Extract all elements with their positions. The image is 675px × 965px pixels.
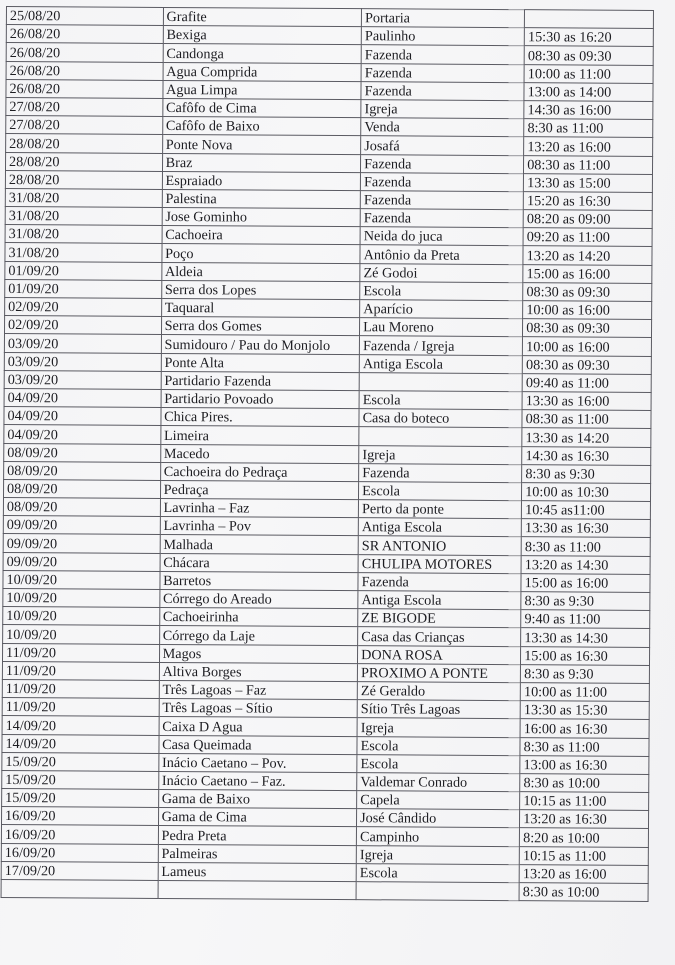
date-cell: 11/09/20: [2, 643, 159, 662]
location-cell: Josafá: [361, 136, 524, 155]
time-cell: 08:30 as 09:30: [523, 319, 652, 338]
date-cell: [1, 879, 158, 898]
time-cell: 15:00 as 16:00: [521, 573, 650, 592]
place-cell: Cafôfo de Baixo: [162, 117, 361, 136]
place-cell: Partidario Povoado: [161, 389, 360, 408]
location-cell: Casa das Crianças: [358, 627, 521, 646]
date-cell: 26/08/20: [6, 79, 163, 98]
location-cell: DONA ROSA: [358, 645, 521, 664]
date-cell: 09/09/20: [3, 552, 160, 571]
location-cell: Fazenda: [359, 463, 522, 482]
schedule-table: [1, 6, 654, 902]
location-cell: Fazenda: [361, 172, 524, 191]
location-cell: Capela: [357, 791, 520, 810]
date-cell: 08/09/20: [4, 443, 161, 462]
date-cell: 02/09/20: [4, 316, 161, 335]
time-cell: 13:20 as 16:00: [519, 864, 648, 883]
place-cell: Chica Pires.: [161, 408, 360, 427]
location-cell: Escola: [359, 482, 522, 501]
location-cell: Fazenda: [358, 572, 521, 591]
time-cell: 08:30 as 09:30: [522, 355, 651, 374]
time-cell: 10:15 as 11:00: [519, 846, 648, 865]
date-cell: 01/09/20: [5, 261, 162, 280]
place-cell: Serra dos Gomes: [161, 317, 360, 336]
date-cell: 28/08/20: [5, 152, 162, 171]
time-cell: 10:00 as 11:00: [524, 64, 653, 83]
place-cell: Lavrinha – Pov: [160, 517, 359, 536]
time-cell: 15:00 as 16:30: [521, 646, 650, 665]
time-cell: 13:20 as 14:30: [521, 555, 650, 574]
location-cell: Fazenda: [361, 154, 524, 173]
place-cell: Casa Queimada: [159, 735, 358, 754]
time-cell: 10:15 as 11:00: [520, 792, 649, 811]
date-cell: 16/09/20: [1, 825, 158, 844]
time-cell: 8:30 as 9:30: [521, 592, 650, 611]
time-cell: 8:30 as 9:30: [521, 664, 650, 683]
time-cell: 8:30 as 11:00: [520, 737, 649, 756]
place-cell: Cafôfo de Cima: [162, 98, 361, 117]
date-cell: 26/08/20: [6, 43, 163, 62]
location-cell: ZE BIGODE: [358, 609, 521, 628]
location-cell: Antiga Escola: [358, 518, 521, 537]
place-cell: Espraiado: [162, 171, 361, 190]
date-cell: 01/09/20: [5, 279, 162, 298]
place-cell: Magos: [159, 644, 358, 663]
time-cell: 13:30 as 14:30: [521, 628, 650, 647]
time-cell: 13:30 as 14:20: [522, 428, 651, 447]
date-cell: 11/09/20: [2, 661, 159, 680]
location-cell: [356, 882, 519, 901]
date-cell: 15/09/20: [2, 770, 159, 789]
location-cell: Escola: [356, 863, 519, 882]
time-cell: 15:00 as 16:00: [523, 264, 652, 283]
time-cell: 08:20 as 09:00: [523, 210, 652, 229]
location-cell: Sítio Três Lagoas: [357, 700, 520, 719]
time-cell: 10:00 as 16:00: [523, 337, 652, 356]
place-cell: Cachoeira: [162, 226, 361, 245]
time-cell: 08:30 as 11:00: [524, 155, 653, 174]
date-cell: 09/09/20: [3, 516, 160, 535]
place-cell: Grafite: [163, 7, 362, 26]
location-cell: Venda: [361, 118, 524, 137]
location-cell: Escola: [360, 281, 523, 300]
place-cell: Inácio Caetano – Faz.: [158, 771, 357, 790]
time-cell: 15:20 as 16:30: [523, 192, 652, 211]
location-cell: PROXIMO A PONTE: [358, 663, 521, 682]
place-cell: Altiva Borges: [159, 662, 358, 681]
time-cell: 13:30 as 15:30: [520, 701, 649, 720]
date-cell: 08/09/20: [3, 498, 160, 517]
date-cell: 17/09/20: [1, 861, 158, 880]
date-cell: 25/08/20: [6, 7, 163, 26]
date-cell: 04/09/20: [4, 388, 161, 407]
date-cell: 16/09/20: [1, 807, 158, 826]
location-cell: Igreja: [361, 100, 524, 119]
place-cell: Caixa D Agua: [159, 717, 358, 736]
place-cell: Palestina: [162, 189, 361, 208]
location-cell: [359, 372, 522, 391]
date-cell: 10/09/20: [3, 607, 160, 626]
location-cell: Escola: [357, 754, 520, 773]
time-cell: 09:20 as 11:00: [523, 228, 652, 247]
date-cell: 10/09/20: [3, 570, 160, 589]
place-cell: Gama de Baixo: [158, 790, 357, 809]
time-cell: 08:30 as 11:00: [522, 410, 651, 429]
location-cell: [359, 427, 522, 446]
location-cell: Antiga Escola: [358, 591, 521, 610]
place-cell: Taquaral: [161, 298, 360, 317]
date-cell: 31/08/20: [5, 188, 162, 207]
time-cell: 10:00 as 16:00: [523, 301, 652, 320]
place-cell: Agua Comprida: [163, 62, 362, 81]
location-cell: Portaria: [362, 9, 525, 28]
place-cell: Inácio Caetano – Pov.: [158, 753, 357, 772]
date-cell: 09/09/20: [3, 534, 160, 553]
place-cell: Candonga: [163, 44, 362, 63]
place-cell: Gama de Cima: [158, 808, 357, 827]
time-cell: 8:20 as 10:00: [520, 828, 649, 847]
place-cell: Cachoeirinha: [159, 608, 358, 627]
date-cell: 15/09/20: [2, 752, 159, 771]
location-cell: Fazenda: [361, 81, 524, 100]
place-cell: Ponte Alta: [161, 353, 360, 372]
time-cell: 8:30 as 9:30: [522, 464, 651, 483]
location-cell: Valdemar Conrado: [357, 773, 520, 792]
location-cell: SR ANTONIO: [358, 536, 521, 555]
time-cell: 8:30 as 11:00: [521, 537, 650, 556]
time-cell: 10:00 as 11:00: [520, 683, 649, 702]
table-row: [1, 879, 648, 901]
location-cell: Zé Godoi: [360, 263, 523, 282]
date-cell: 28/08/20: [5, 170, 162, 189]
place-cell: Aldeia: [161, 262, 360, 281]
time-cell: 13:00 as 16:30: [520, 755, 649, 774]
date-cell: 14/09/20: [2, 734, 159, 753]
location-cell: Neida do juca: [360, 227, 523, 246]
schedule-table-body: [1, 7, 653, 902]
date-cell: 11/09/20: [2, 698, 159, 717]
location-cell: Fazenda: [360, 209, 523, 228]
place-cell: Chácara: [160, 553, 359, 572]
location-cell: Antiga Escola: [359, 354, 522, 373]
place-cell: Córrego do Areado: [159, 589, 358, 608]
place-cell: Sumidouro / Pau do Monjolo: [161, 335, 360, 354]
place-cell: Pedraça: [160, 480, 359, 499]
time-cell: 8:30 as 10:00: [519, 883, 648, 902]
time-cell: 14:30 as 16:30: [522, 446, 651, 465]
location-cell: Casa do boteco: [359, 409, 522, 428]
date-cell: 10/09/20: [3, 588, 160, 607]
location-cell: CHULIPA MOTORES: [358, 554, 521, 573]
date-cell: 11/09/20: [2, 679, 159, 698]
place-cell: Lameus: [158, 862, 357, 881]
place-cell: Barretos: [160, 571, 359, 590]
date-cell: 02/09/20: [5, 297, 162, 316]
date-cell: 03/09/20: [4, 370, 161, 389]
location-cell: Aparício: [360, 300, 523, 319]
location-cell: Fazenda: [361, 63, 524, 82]
place-cell: Limeira: [160, 426, 359, 445]
place-cell: Agua Limpa: [163, 80, 362, 99]
place-cell: Partidario Fazenda: [161, 371, 360, 390]
place-cell: [158, 880, 357, 899]
time-cell: 15:30 as 16:20: [524, 28, 653, 47]
place-cell: Três Lagoas – Sítio: [159, 699, 358, 718]
date-cell: 27/08/20: [6, 116, 163, 135]
location-cell: Lau Moreno: [360, 318, 523, 337]
location-cell: José Cândido: [357, 809, 520, 828]
place-cell: Cachoeira do Pedraça: [160, 462, 359, 481]
time-cell: 10:00 as 10:30: [522, 483, 651, 502]
time-cell: 09:40 as 11:00: [522, 373, 651, 392]
date-cell: 04/09/20: [4, 425, 161, 444]
time-cell: 13:30 as 16:30: [521, 519, 650, 538]
time-cell: 8:30 as 11:00: [524, 119, 653, 138]
date-cell: 16/09/20: [1, 843, 158, 862]
time-cell: 13:20 as 14:20: [523, 246, 652, 265]
date-cell: 15/09/20: [2, 789, 159, 808]
place-cell: Ponte Nova: [162, 135, 361, 154]
time-cell: 08:30 as 09:30: [524, 46, 653, 65]
place-cell: Macedo: [160, 444, 359, 463]
location-cell: Fazenda: [361, 45, 524, 64]
location-cell: Escola: [359, 391, 522, 410]
date-cell: 26/08/20: [6, 25, 163, 44]
time-cell: 08:30 as 09:30: [523, 282, 652, 301]
date-cell: 08/09/20: [3, 479, 160, 498]
time-cell: 13:30 as 16:00: [522, 392, 651, 411]
location-cell: Campinho: [357, 827, 520, 846]
place-cell: Córrego da Laje: [159, 626, 358, 645]
place-cell: Poço: [162, 244, 361, 263]
date-cell: 10/09/20: [3, 625, 160, 644]
location-cell: Igreja: [359, 445, 522, 464]
location-cell: Paulinho: [361, 27, 524, 46]
location-cell: Igreja: [357, 718, 520, 737]
place-cell: Braz: [162, 153, 361, 172]
date-cell: 31/08/20: [5, 225, 162, 244]
time-cell: 13:00 as 14:00: [524, 82, 653, 101]
date-cell: 27/08/20: [6, 97, 163, 116]
date-cell: 14/09/20: [2, 716, 159, 735]
time-cell: 8:30 as 10:00: [520, 774, 649, 793]
date-cell: 28/08/20: [6, 134, 163, 153]
location-cell: Perto da ponte: [359, 500, 522, 519]
time-cell: 13:20 as 16:30: [520, 810, 649, 829]
time-cell: 10:45 as11:00: [522, 501, 651, 520]
place-cell: Palmeiras: [158, 844, 357, 863]
date-cell: 31/08/20: [5, 243, 162, 262]
place-cell: Três Lagoas – Faz: [159, 680, 358, 699]
location-cell: Escola: [357, 736, 520, 755]
time-cell: [525, 10, 654, 29]
date-cell: 04/09/20: [4, 407, 161, 426]
place-cell: Pedra Preta: [158, 826, 357, 845]
time-cell: 13:30 as 15:00: [524, 173, 653, 192]
date-cell: 03/09/20: [4, 352, 161, 371]
location-cell: Antônio da Preta: [360, 245, 523, 264]
date-cell: 31/08/20: [5, 207, 162, 226]
date-cell: 08/09/20: [4, 461, 161, 480]
date-cell: 26/08/20: [6, 61, 163, 80]
location-cell: Fazenda: [360, 191, 523, 210]
time-cell: 16:00 as 16:30: [520, 719, 649, 738]
time-cell: 14:30 as 16:00: [524, 101, 653, 120]
place-cell: Malhada: [160, 535, 359, 554]
location-cell: Igreja: [356, 845, 519, 864]
time-cell: 9:40 as 11:00: [521, 610, 650, 629]
place-cell: Bexiga: [163, 26, 362, 45]
location-cell: Zé Geraldo: [357, 682, 520, 701]
time-cell: 13:20 as 16:00: [524, 137, 653, 156]
location-cell: Fazenda / Igreja: [360, 336, 523, 355]
date-cell: 03/09/20: [4, 334, 161, 353]
place-cell: Lavrinha – Faz: [160, 499, 359, 518]
place-cell: Serra dos Lopes: [161, 280, 360, 299]
place-cell: Jose Gominho: [162, 208, 361, 227]
